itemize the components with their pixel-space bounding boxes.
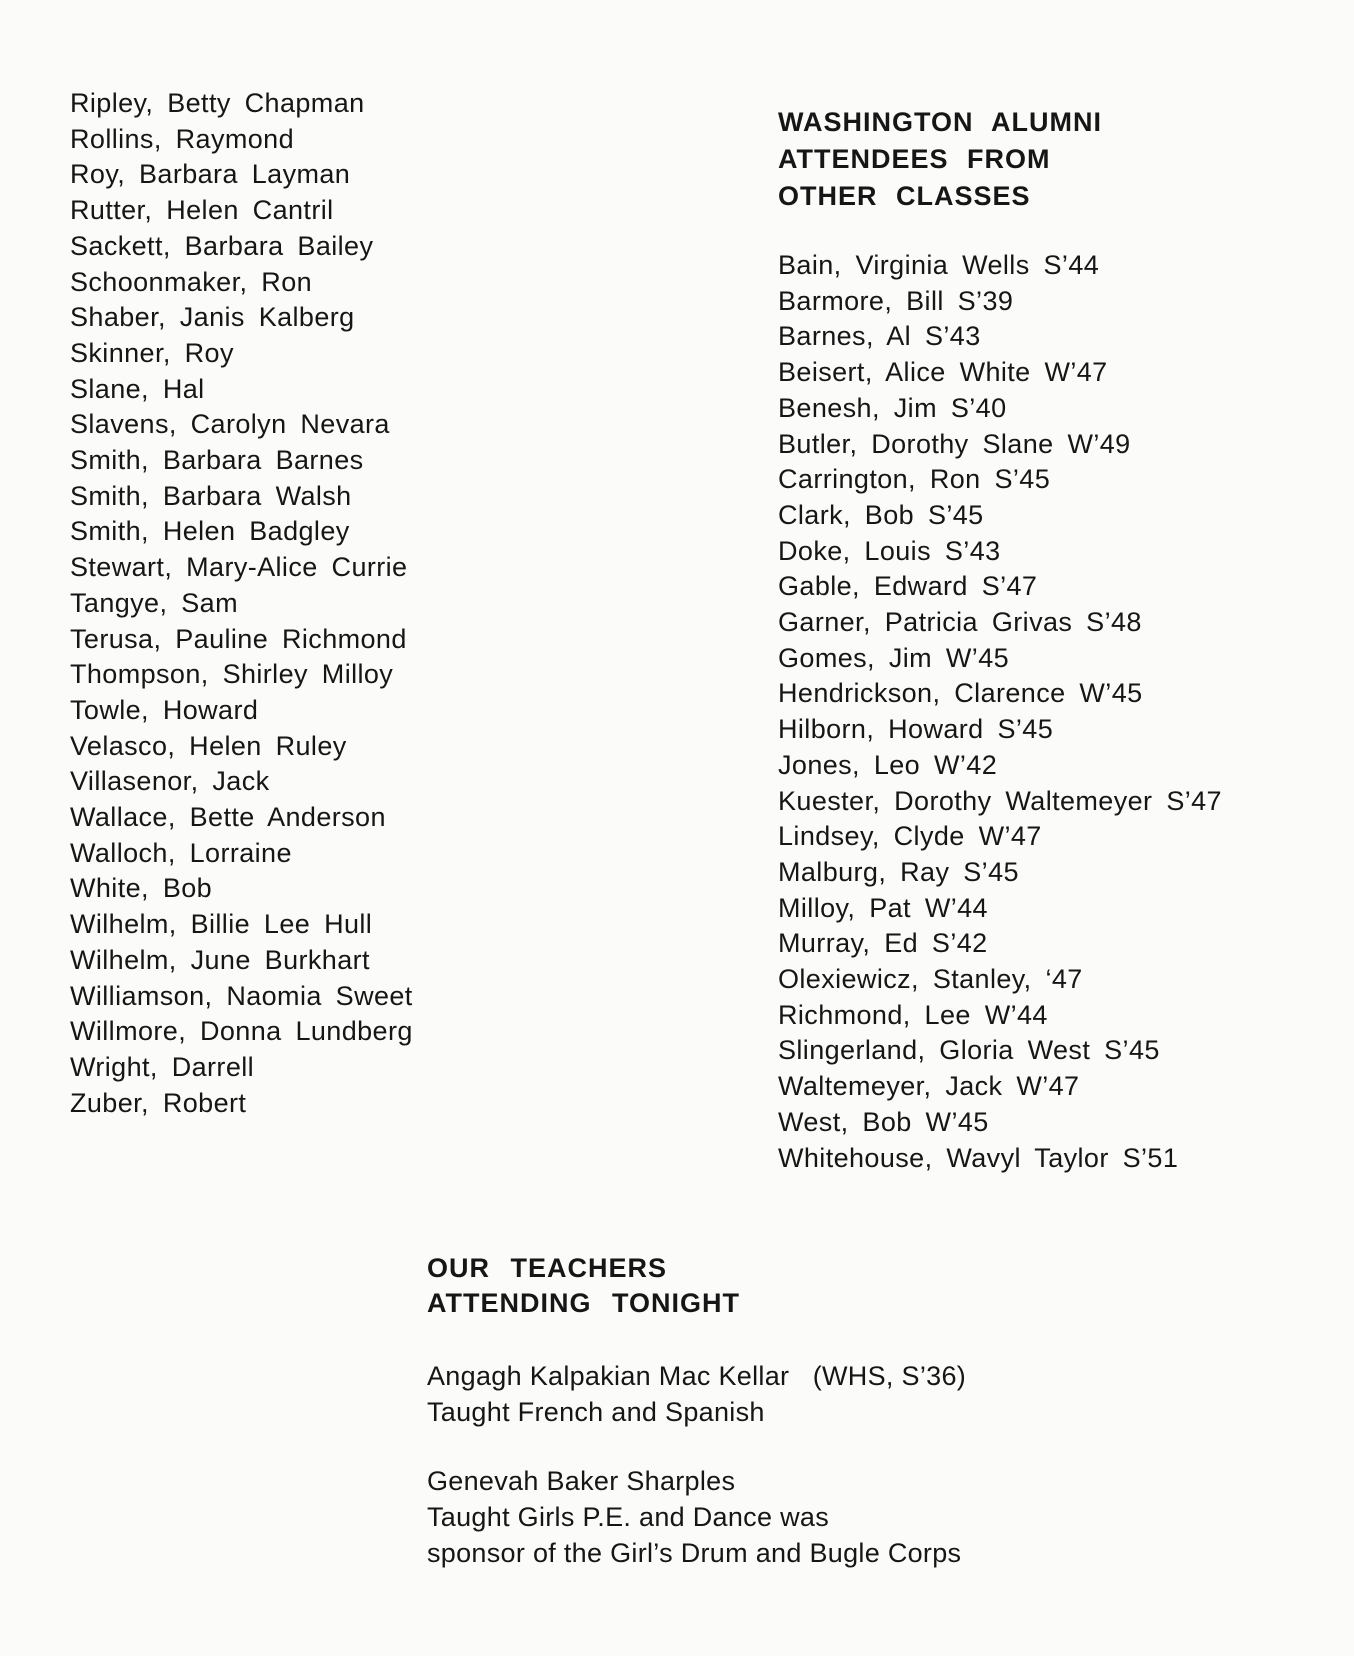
list-item: Tangye, Sam — [70, 587, 238, 618]
list-item: Beisert, Alice White W’47 — [778, 357, 1108, 388]
list-item: Milloy, Pat W’44 — [778, 892, 988, 923]
alumni-heading-line: ATTENDEES FROM — [778, 144, 1051, 174]
list-item: Gable, Edward S’47 — [778, 571, 1038, 602]
list-item: Ripley, Betty Chapman — [70, 88, 365, 118]
list-item: Villasenor, Jack — [70, 766, 270, 797]
alumni-name-list — [778, 248, 1338, 1176]
teachers-heading-line: OUR TEACHERS — [427, 1253, 668, 1283]
list-item: Richmond, Lee W’44 — [778, 999, 1048, 1030]
list-item: Doke, Louis S’43 — [778, 535, 1001, 566]
list-item: Rollins, Raymond — [70, 123, 294, 154]
list-item: Terusa, Pauline Richmond — [70, 623, 407, 654]
list-item: Clark, Bob S’45 — [778, 499, 984, 530]
list-item: Barmore, Bill S’39 — [778, 285, 1014, 316]
list-item: Thompson, Shirley Milloy — [70, 659, 394, 690]
list-item: Wallace, Bette Anderson — [70, 802, 386, 833]
teachers-heading — [427, 1251, 740, 1321]
list-item: Lindsey, Clyde W’47 — [778, 821, 1042, 852]
list-item: Waltemeyer, Jack W’47 — [778, 1071, 1080, 1102]
list-item: Bain, Virginia Wells S’44 — [778, 250, 1100, 280]
list-item: Hilborn, Howard S’45 — [778, 714, 1054, 745]
list-item: Slavens, Carolyn Nevara — [70, 409, 390, 440]
list-item: Gomes, Jim W’45 — [778, 642, 1010, 673]
list-item: Towle, Howard — [70, 694, 259, 725]
list-item: Sackett, Barbara Bailey — [70, 230, 374, 261]
teachers-heading-line: ATTENDING TONIGHT — [427, 1288, 740, 1318]
alumni-heading — [778, 104, 1298, 215]
list-item: Slingerland, Gloria West S’45 — [778, 1035, 1160, 1066]
list-item: Olexiewicz, Stanley, ‘47 — [778, 964, 1083, 995]
list-item: Zuber, Robert — [70, 1087, 247, 1118]
list-item: Shaber, Janis Kalberg — [70, 302, 355, 333]
list-item: Wilhelm, June Burkhart — [70, 944, 370, 975]
list-item: Hendrickson, Clarence W’45 — [778, 678, 1143, 709]
list-item: Schoonmaker, Ron — [70, 266, 313, 297]
list-item: Kuester, Dorothy Waltemeyer S’47 — [778, 785, 1222, 816]
list-item: Malburg, Ray S’45 — [778, 856, 1019, 887]
list-item: Stewart, Mary-Alice Currie — [70, 552, 408, 583]
list-item: Smith, Barbara Barnes — [70, 445, 364, 476]
list-item: Slane, Hal — [70, 373, 205, 404]
teacher-class-note: (WHS, S’36) — [812, 1361, 967, 1391]
list-item: Wilhelm, Billie Lee Hull — [70, 909, 373, 940]
list-item: Walloch, Lorraine — [70, 837, 292, 868]
list-item: Skinner, Roy — [70, 337, 234, 368]
list-item: Williamson, Naomia Sweet — [70, 980, 413, 1011]
list-item: Wright, Darrell — [70, 1051, 255, 1082]
list-item: Rutter, Helen Cantril — [70, 195, 334, 226]
list-item: West, Bob W’45 — [778, 1106, 989, 1137]
list-item: Willmore, Donna Lundberg — [70, 1016, 413, 1047]
teacher-name: Angagh Kalpakian Mac Kellar — [427, 1361, 790, 1391]
list-item: Smith, Barbara Walsh — [70, 480, 352, 511]
list-item: Carrington, Ron S’45 — [778, 464, 1051, 495]
list-item: Jones, Leo W’42 — [778, 749, 998, 780]
list-item: Barnes, Al S’43 — [778, 321, 981, 352]
list-item: Murray, Ed S’42 — [778, 928, 988, 959]
list-item: White, Bob — [70, 873, 213, 904]
teacher-entry — [427, 1463, 961, 1571]
list-item: Benesh, Jim S’40 — [778, 392, 1007, 423]
list-item: Roy, Barbara Layman — [70, 159, 351, 190]
alumni-heading-line: OTHER CLASSES — [778, 181, 1031, 211]
teacher-description: sponsor of the Girl’s Drum and Bugle Corps — [427, 1538, 962, 1568]
teacher-description: Taught Girls P.E. and Dance was — [427, 1502, 830, 1532]
teacher-entry — [427, 1358, 966, 1430]
list-item: Garner, Patricia Grivas S’48 — [778, 607, 1142, 638]
alumni-heading-line: WASHINGTON ALUMNI — [778, 107, 1102, 137]
list-item: Butler, Dorothy Slane W’49 — [778, 428, 1131, 459]
list-item: Smith, Helen Badgley — [70, 516, 350, 547]
list-item: Whitehouse, Wavyl Taylor S’51 — [778, 1142, 1179, 1173]
teacher-description: Taught French and Spanish — [427, 1397, 765, 1427]
teacher-name: Genevah Baker Sharples — [427, 1466, 736, 1496]
list-item: Velasco, Helen Ruley — [70, 730, 347, 761]
teacher-name-line — [427, 1358, 966, 1394]
left-name-list — [70, 86, 590, 1121]
